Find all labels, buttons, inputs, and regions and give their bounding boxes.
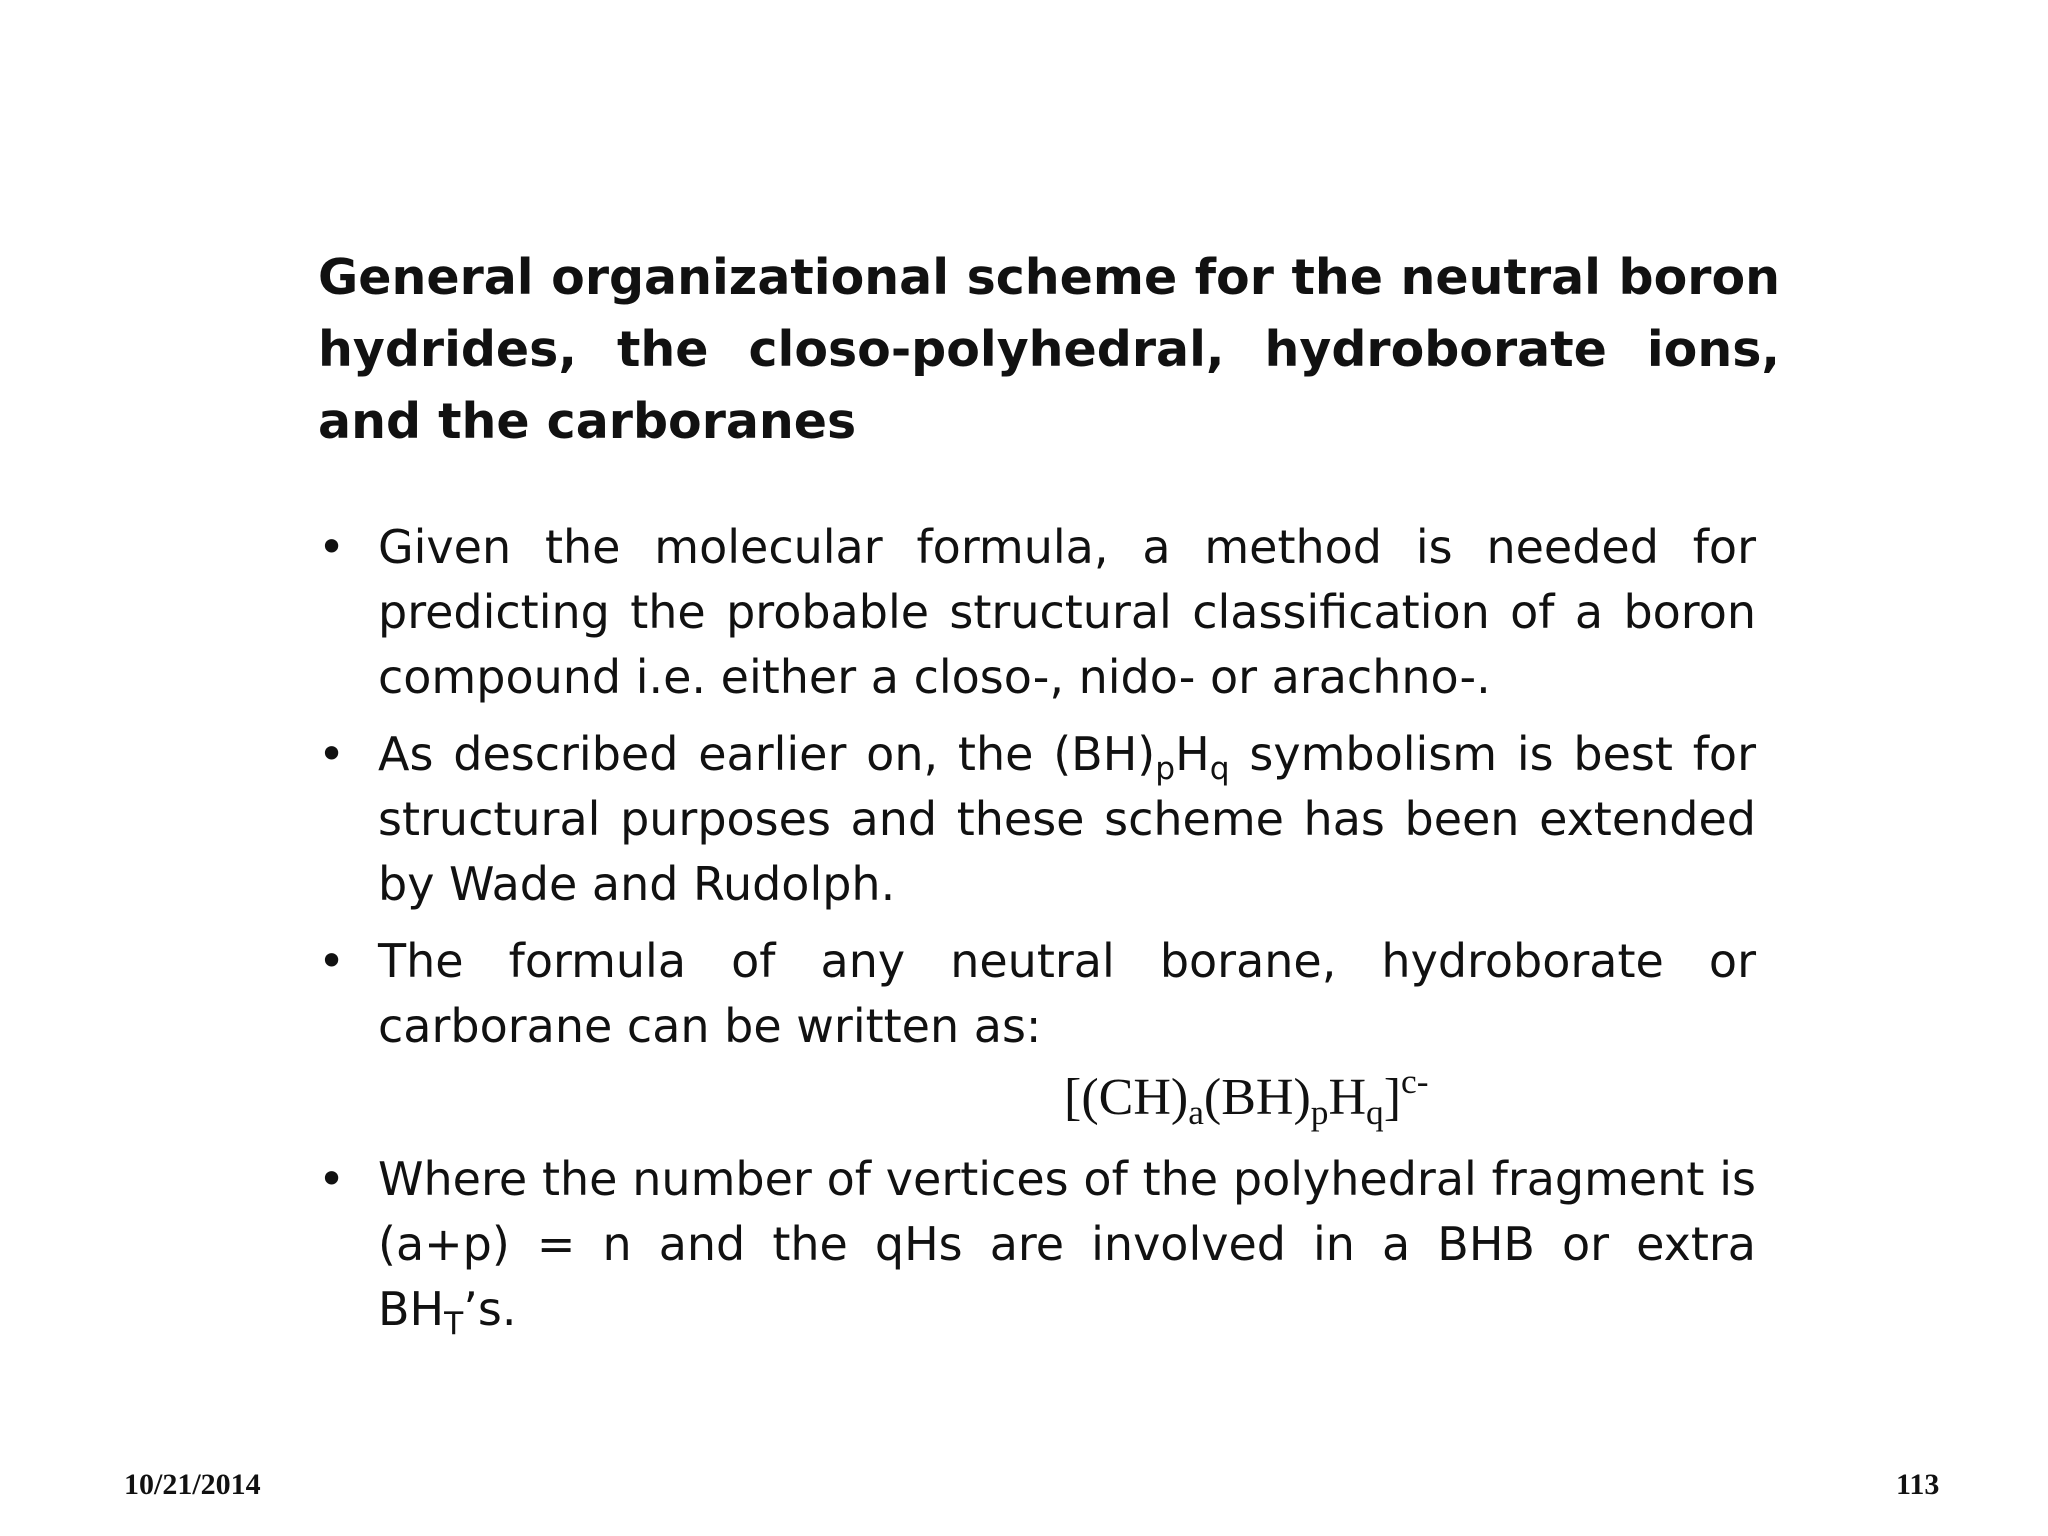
formula-part: H xyxy=(1328,1069,1367,1126)
page-number: 113 xyxy=(1896,1468,1940,1501)
bullet-text-end: ’s. xyxy=(463,1282,517,1336)
subscript-q: q xyxy=(1209,750,1230,787)
bullet-icon: • xyxy=(318,520,346,574)
bullet-icon: • xyxy=(318,934,346,988)
bullet-icon: • xyxy=(318,1152,346,1206)
formula-part: (BH) xyxy=(1203,1069,1311,1126)
formula-subscript-q: q xyxy=(1366,1091,1384,1132)
bullet-text-end: symbolism is best for structural purposes and these scheme has been extended by Wade and Rudolph. xyxy=(378,727,1756,911)
bullet-item-1 xyxy=(318,515,1756,710)
bullet-text: Given the molecular formula, a method is needed for predicting the probable structural classification of a boron compound i.e. either a closo-, nido- or arachno-. xyxy=(378,520,1756,704)
slide-title: General organizational scheme for the neutral boron hydrides, the closo-polyhedral, hydroborate ions, and the carboranes xyxy=(318,249,1780,450)
bullet-icon: • xyxy=(318,727,346,781)
general-formula xyxy=(378,1060,1756,1132)
formula-part: [(CH) xyxy=(1064,1069,1189,1126)
footer-date: 10/21/2014 xyxy=(124,1468,261,1501)
subscript-p: p xyxy=(1155,750,1176,787)
bullet-text-h: H xyxy=(1175,727,1210,781)
formula-part: ] xyxy=(1383,1069,1402,1126)
bullet-text-start: As described earlier on, the (BH) xyxy=(378,727,1156,781)
bullet-item-3 xyxy=(318,929,1756,1132)
bullet-list xyxy=(318,515,1756,1342)
formula-subscript-a: a xyxy=(1188,1091,1204,1132)
formula-subscript-p: p xyxy=(1310,1091,1329,1132)
bullet-item-4 xyxy=(318,1147,1756,1342)
bullet-item-2 xyxy=(318,722,1756,917)
bullet-text-start: Where the number of vertices of the polyhedral fragment is (a+p) = n and the qHs are involved in a BHB or extra BH xyxy=(378,1152,1756,1336)
formula-superscript-charge: c- xyxy=(1401,1060,1429,1101)
bullet-text: The formula of any neutral borane, hydroborate or carborane can be written as: xyxy=(378,934,1756,1053)
subscript-t: T xyxy=(444,1305,464,1342)
